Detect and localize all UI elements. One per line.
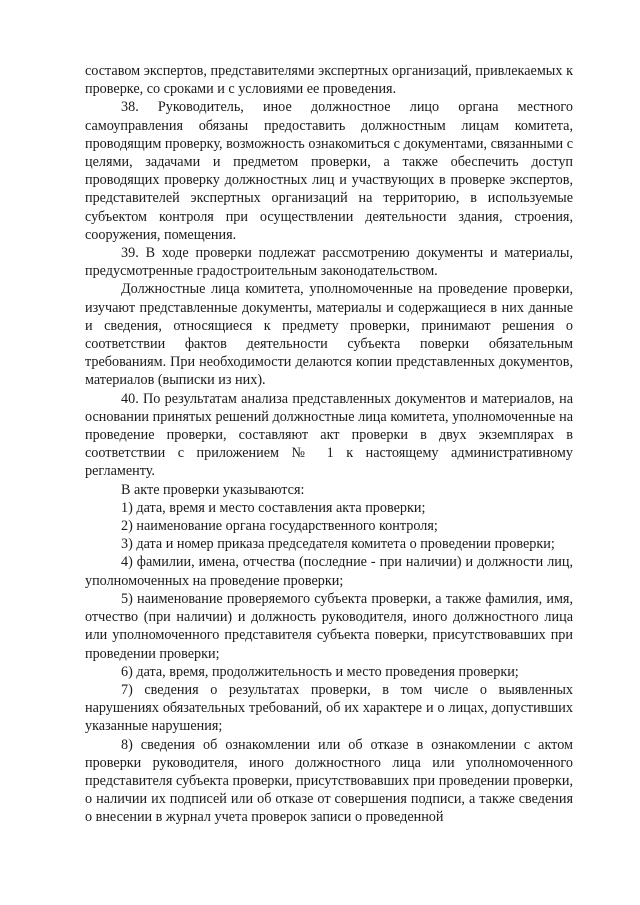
paragraph-act-contents-intro: В акте проверки указываются:: [121, 481, 305, 498]
list-item-2: 2) наименование органа государственного контроля;: [121, 518, 438, 535]
list-item-1: 1) дата, время и место составления акта проверки;: [121, 499, 426, 516]
list-item-5: 5) наименование проверяемого субъекта проверки, а также фамилия, имя, отчество (при наличии) и должность руководителя, иного должностного лица или уполномоченного представителя субъекта поверки, присутствовавших при проведении проверки;: [85, 590, 573, 662]
paragraph-continuation: составом экспертов, представителями экспертных организаций, привлекаемых к проверке, со сроками и с условиями ее проведения.: [85, 63, 573, 98]
paragraph-item-39: 39. В ходе проверки подлежат рассмотрению документы и материалы, предусмотренные градостроительным законодательством.: [85, 245, 573, 280]
list-item-7: 7) сведения о результатах проверки, в том числе о выявленных нарушениях обязательных требований, об их характере и о лицах, допустивших указанные нарушения;: [85, 681, 573, 735]
list-item-6: 6) дата, время, продолжительность и место проведения проверки;: [121, 663, 519, 680]
list-item-4: 4) фамилии, имена, отчества (последние - при наличии) и должности лиц, уполномоченных на проведение проверки;: [85, 554, 573, 589]
list-item-8: 8) сведения об ознакомлении или об отказе в ознакомлении с актом проверки руководителя, иного должностного лица или уполномоченного представителя субъекта проверки, присутствовавших при проведении проверки, о наличии их подписей или об отказе от совершения подписи, а также сведения о внесении в журнал учета проверок записи о проведенной: [85, 736, 573, 826]
paragraph-item-38: 38. Руководитель, иное должностное лицо органа местного самоуправления обязаны предоставить должностным лицам комитета, проводящим проверку, возможность ознакомиться с документами, связанными с целями, задачами и предметом проверки, а также обеспечить доступ проводящих проверку должностных лиц и участвующих в проверке экспертов, представителей экспертных организаций на территорию, в используемые субъектом контроля при осуществлении деятельности здания, строения, сооружения, помещения.: [85, 99, 573, 243]
paragraph-item-40: 40. По результатам анализа представленных документов и материалов, на основании принятых решений должностные лица комитета, уполномоченные на проведение проверки, составляют акт проверки в двух экземплярах в соответствии с приложением № 1 к настоящему административному регламенту.: [85, 390, 573, 480]
list-item-3: 3) дата и номер приказа председателя комитета о проведении проверки;: [121, 536, 555, 553]
paragraph-officials-review: Должностные лица комитета, уполномоченные на проведение проверки, изучают представленные документы, материалы и содержащиеся в них данные и сведения, относящиеся к предмету проверки, принимают решения о соответствии фактов деятельности субъекта поверки обязательным требованиям. При необходимости делаются копии представленных документов, материалов (выписки из них).: [85, 281, 573, 389]
